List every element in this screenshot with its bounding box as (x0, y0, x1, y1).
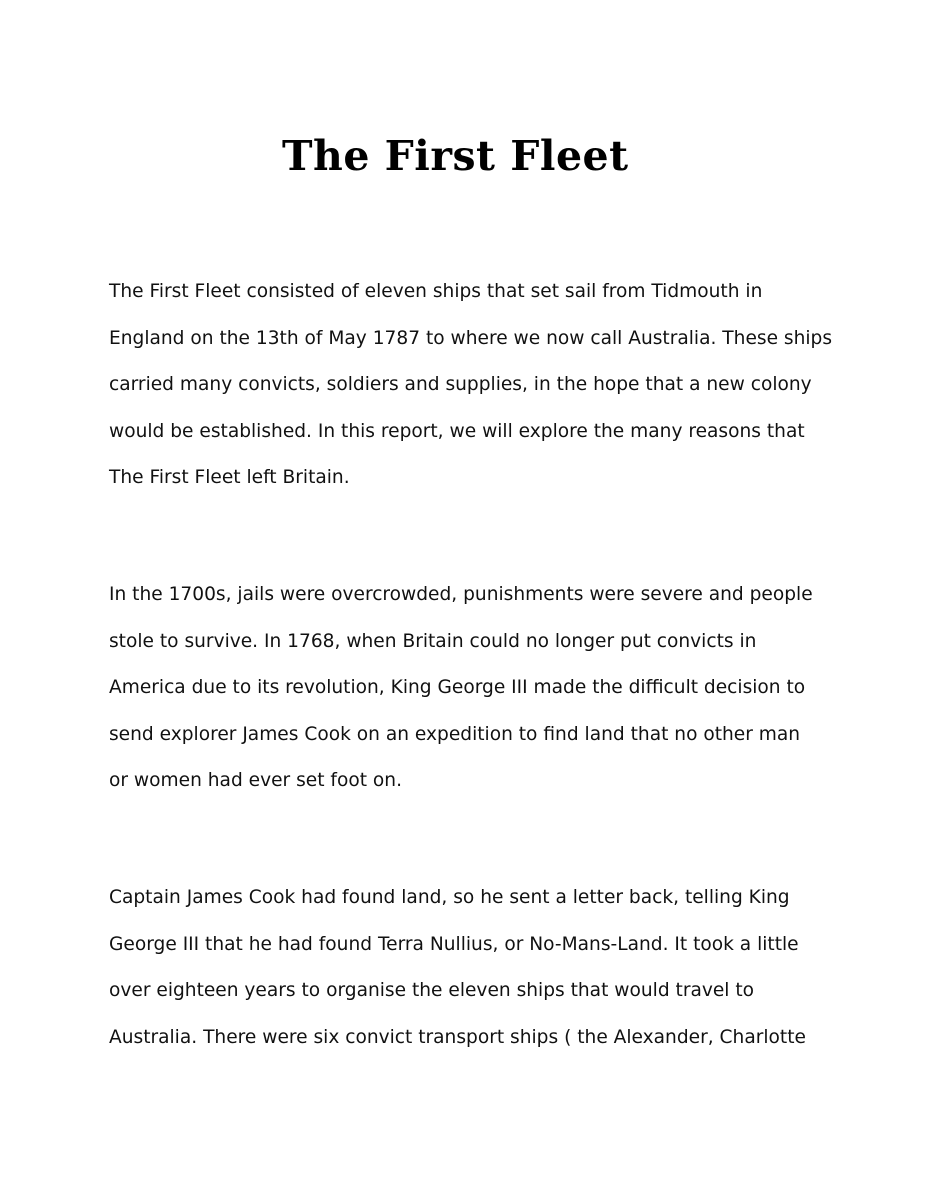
text-line: carried many convicts, soldiers and supplies, in the hope that a new colony (109, 374, 812, 395)
text-line: George III that he had found Terra Nullius, or No-Mans-Land. It took a little (109, 933, 799, 955)
text-line: In the 1700s, jails were overcrowded, punishments were severe and people (109, 584, 813, 605)
text-line: or women had ever set foot on. (109, 770, 402, 791)
text-line: America due to its revolution, King George III made the difficult decision to (109, 677, 806, 698)
text-line: Captain James Cook had found land, so he sent a letter back, telling King (109, 887, 790, 908)
text-line: over eighteen years to organise the eleven ships that would travel to (109, 980, 755, 1001)
page-title: The First Fleet (282, 132, 629, 180)
paragraph-background (109, 572, 813, 805)
text-line: The First Fleet consisted of eleven ships that set sail from Tidmouth in (109, 281, 763, 302)
text-line: The First Fleet left Britain. (109, 467, 350, 488)
text-line: would be established. In this report, we will explore the many reasons that (109, 420, 805, 442)
text-line: stole to survive. In 1768, when Britain could no longer put convicts in (109, 630, 757, 652)
text-line: England on the 13th of May 1787 to where we now call Australia. These ships (109, 327, 833, 349)
paragraph-introduction (109, 269, 832, 502)
text-line: send explorer James Cook on an expedition to find land that no other man (109, 723, 801, 745)
paragraph-voyage (109, 875, 806, 1061)
text-line: Australia. There were six convict transport ships ( the Alexander, Charlotte (109, 1026, 806, 1048)
